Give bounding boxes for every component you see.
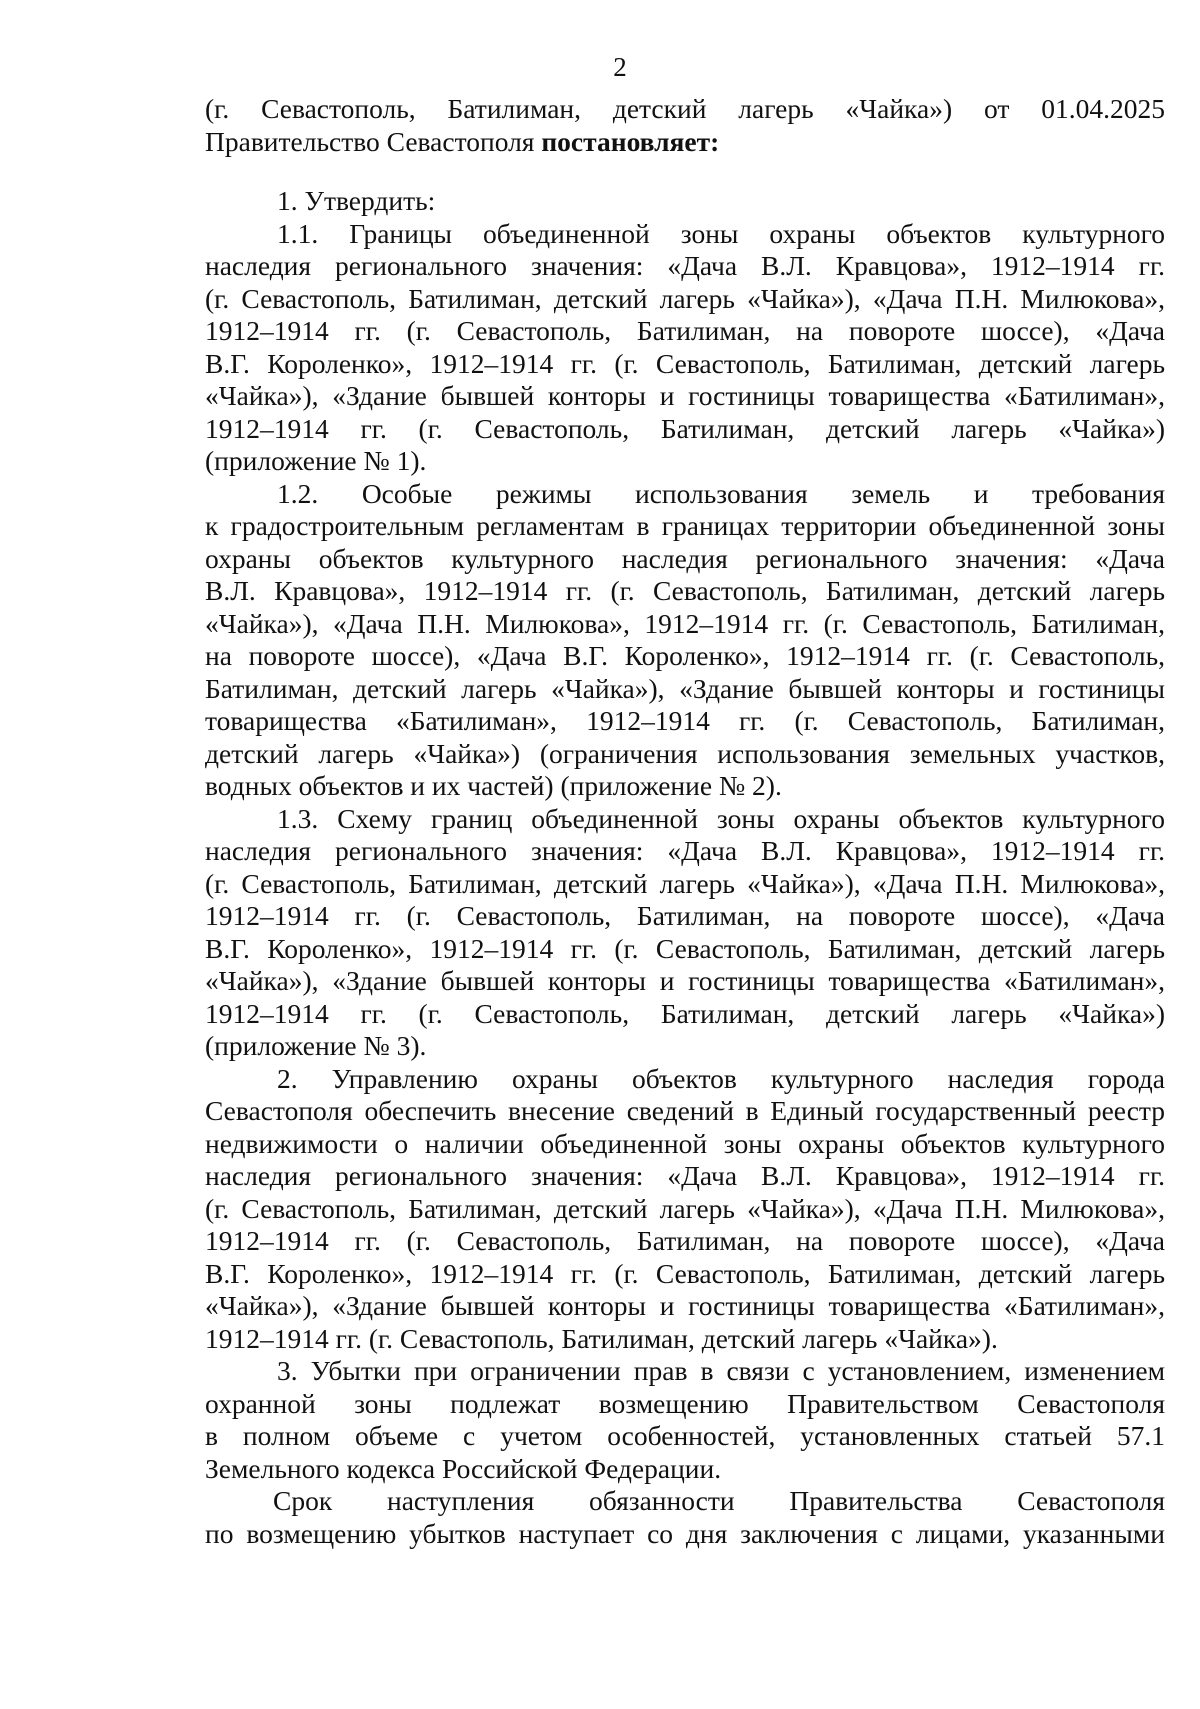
paragraph-line: в полном объеме с учетом особенностей, установленных статьей 57.1 <box>205 1420 1165 1451</box>
paragraph-line: 1.2. Особые режимы использования земель и требования <box>277 477 1165 509</box>
paragraph-line: 1.3. Схему границ объединенной зоны охраны объектов культурного <box>277 802 1165 834</box>
paragraph-line: 1.1. Границы объединенной зоны охраны объектов культурного <box>277 217 1165 249</box>
paragraph-item-1-3 <box>205 803 1165 1063</box>
paragraph-line: 2. Управлению охраны объектов культурного наследия города <box>277 1062 1165 1094</box>
paragraph-line: наследия регионального значения: «Дача В.Л. Кравцова», 1912–1914 гг. <box>205 250 1165 281</box>
paragraph-line: 1912–1914 гг. (г. Севастополь, Батилиман, на повороте шоссе), «Дача <box>205 1225 1165 1256</box>
page-number: 2 <box>613 52 627 82</box>
paragraph-line: В.Л. Кравцова», 1912–1914 гг. (г. Севастополь, Батилиман, детский лагерь <box>205 575 1165 606</box>
paragraph-line: охранной зоны подлежат возмещению Правительством Севастополя <box>205 1387 1165 1419</box>
paragraph-line: 1912–1914 гг. (г. Севастополь, Батилиман, детский лагерь «Чайка») <box>205 997 1165 1029</box>
paragraph-line: «Чайка»), «Здание бывшей конторы и гостиницы товарищества «Батилиман», <box>205 1290 1165 1321</box>
paragraph-line: 1912–1914 гг. (г. Севастополь, Батилиман, на повороте шоссе), «Дача <box>205 315 1165 346</box>
intro-resolution-text: Правительство Севастополя <box>205 125 542 157</box>
paragraph-line: водных объектов и их частей) (приложение № 2). <box>205 770 782 801</box>
paragraph-line: (г. Севастополь, Батилиман, детский лагерь «Чайка»), «Дача П.Н. Милюкова», <box>205 1192 1165 1224</box>
paragraph-line: «Чайка»), «Здание бывшей конторы и гостиницы товарищества «Батилиман», <box>205 965 1165 996</box>
paragraph-line: Земельного кодекса Российской Федерации. <box>205 1452 722 1484</box>
paragraph-line: охраны объектов культурного наследия регионального значения: «Дача <box>205 542 1165 574</box>
document-body <box>205 93 1165 1550</box>
paragraph-line: (г. Севастополь, Батилиман, детский лагерь «Чайка»), «Дача П.Н. Милюкова», <box>205 282 1165 314</box>
paragraph-line: «Чайка»), «Здание бывшей конторы и гостиницы товарищества «Батилиман», <box>205 380 1165 411</box>
paragraph-line: 1912–1914 гг. (г. Севастополь, Батилиман, детский лагерь «Чайка») <box>205 412 1165 444</box>
intro-resolution-line <box>205 126 1165 159</box>
paragraph-item-3-continued <box>205 1485 1165 1550</box>
paragraph-item-3 <box>205 1355 1165 1485</box>
paragraph-line: (приложение № 3). <box>205 1030 427 1061</box>
resolution-keyword: постановляет: <box>541 125 720 157</box>
paragraph-gap <box>205 158 1165 185</box>
paragraph-line: 1912–1914 гг. (г. Севастополь, Батилиман, детский лагерь «Чайка»). <box>205 1322 998 1354</box>
paragraph-line: наследия регионального значения: «Дача В.Л. Кравцова», 1912–1914 гг. <box>205 835 1165 866</box>
intro-line: (г. Севастополь, Батилиман, детский лагерь «Чайка») от 01.04.2025 <box>205 93 1165 124</box>
paragraph-line: Севастополя обеспечить внесение сведений в Единый государственный реестр <box>205 1095 1165 1126</box>
paragraph-line: наследия регионального значения: «Дача В.Л. Кравцова», 1912–1914 гг. <box>205 1160 1165 1191</box>
paragraph-line: В.Г. Короленко», 1912–1914 гг. (г. Севастополь, Батилиман, детский лагерь <box>205 932 1165 964</box>
paragraph-line: к градостроительным регламентам в границах территории объединенной зоны <box>205 510 1165 541</box>
paragraph-line: (приложение № 1). <box>205 445 427 476</box>
paragraph-line: по возмещению убытков наступает со дня заключения с лицами, указанными <box>205 1517 1165 1549</box>
paragraph-line: «Чайка»), «Дача П.Н. Милюкова», 1912–1914 гг. (г. Севастополь, Батилиман, <box>205 607 1165 639</box>
paragraph-line: детский лагерь «Чайка») (ограничения использования земельных участков, <box>205 737 1165 769</box>
paragraph-line: Срок наступления обязанности Правительства Севастополя <box>273 1485 1165 1516</box>
paragraph-line: Батилиман, детский лагерь «Чайка»), «Здание бывшей конторы и гостиницы <box>205 672 1165 704</box>
paragraph-line: товарищества «Батилиман», 1912–1914 гг. (г. Севастополь, Батилиман, <box>205 705 1165 736</box>
paragraph-line: 1. Утвердить: <box>277 185 436 216</box>
paragraph-item-1-2 <box>205 478 1165 803</box>
paragraph-line: на повороте шоссе), «Дача В.Г. Короленко», 1912–1914 гг. (г. Севастополь, <box>205 640 1165 671</box>
paragraph-line: 1912–1914 гг. (г. Севастополь, Батилиман, на повороте шоссе), «Дача <box>205 900 1165 931</box>
paragraph-line: В.Г. Короленко», 1912–1914 гг. (г. Севастополь, Батилиман, детский лагерь <box>205 1257 1165 1289</box>
paragraph-line: 3. Убытки при ограничении прав в связи с установлением, изменением <box>277 1355 1165 1386</box>
paragraph-item-2 <box>205 1063 1165 1356</box>
paragraph-line: (г. Севастополь, Батилиман, детский лагерь «Чайка»), «Дача П.Н. Милюкова», <box>205 867 1165 899</box>
paragraph-line: недвижимости о наличии объединенной зоны охраны объектов культурного <box>205 1127 1165 1159</box>
paragraph-item-1-1 <box>205 218 1165 478</box>
paragraph-item-1 <box>205 185 1165 218</box>
paragraph-line: В.Г. Короленко», 1912–1914 гг. (г. Севастополь, Батилиман, детский лагерь <box>205 347 1165 379</box>
